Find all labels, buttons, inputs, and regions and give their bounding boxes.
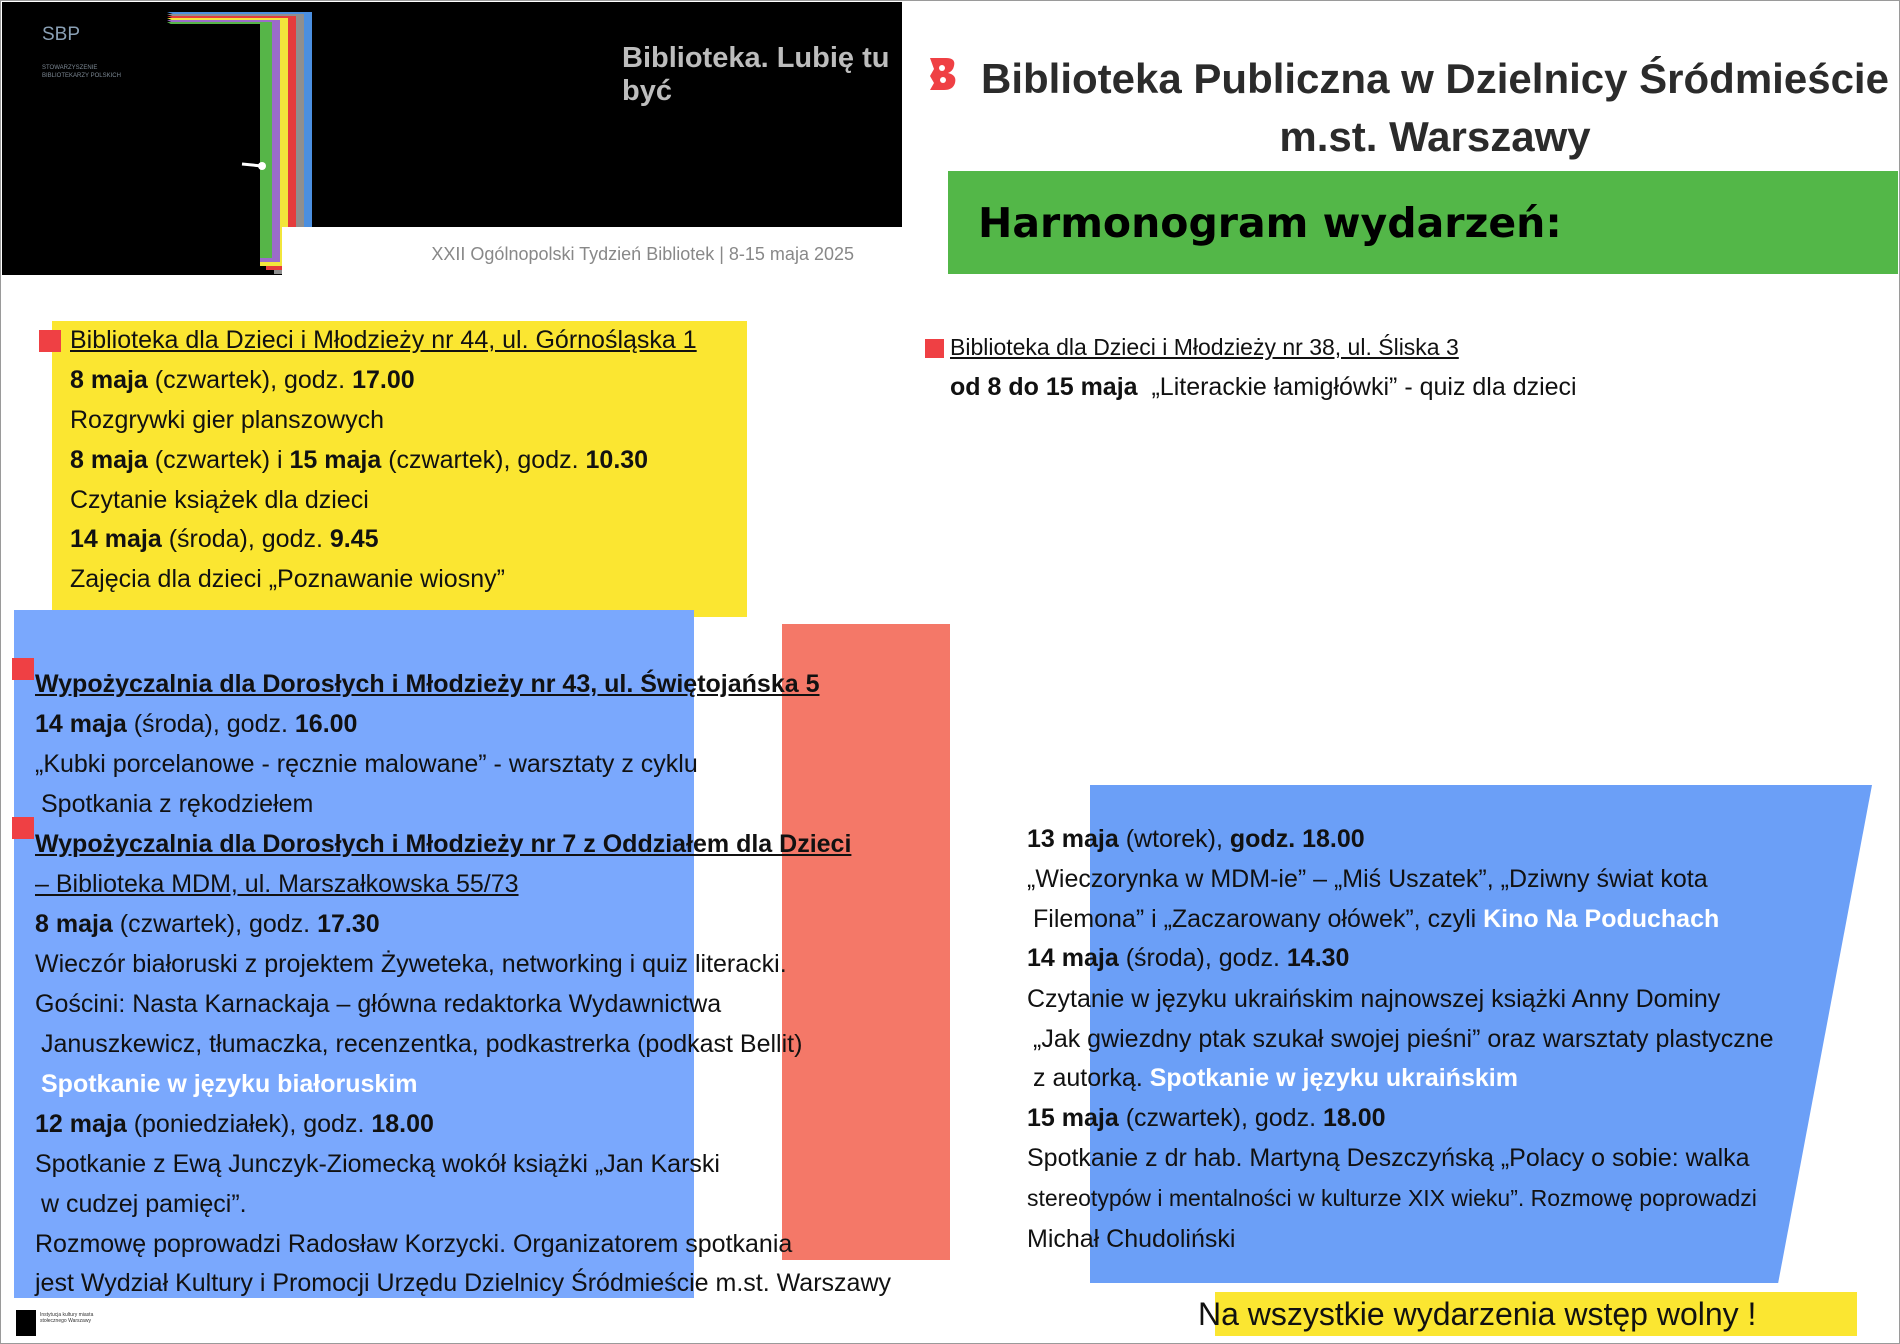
event-description: Gościni: Nasta Karnackaja – główna redaktorka Wydawnictwa: [35, 990, 722, 1018]
event-date-line: 12 maja (poniedziałek), godz. 18.00: [35, 1110, 434, 1138]
event-description: Spotkanie z Ewą Junczyk-Ziomecką wokół książki „Jan Karski: [35, 1150, 720, 1178]
banner-strip: [282, 227, 902, 275]
event-description: stereotypów i mentalności w kulturze XIX wieku”. Rozmowę poprowadzi: [1027, 1185, 1757, 1211]
library-38-name: Biblioteka dla Dzieci i Młodzieży nr 38, ul. Śliska 3: [950, 334, 1459, 360]
library-43-name: Wypożyczalnia dla Dorosłych i Młodzieży nr 43, ul. Świętojańska 5: [35, 670, 820, 698]
event-description: Michał Chudoliński: [1027, 1225, 1236, 1253]
city-culture-logo-text: Instytucja kultury miasta stołecznego Warszawy: [40, 1312, 94, 1324]
schedule-banner: [948, 171, 1898, 274]
event-description: Rozmowę poprowadzi Radosław Korzycki. Organizatorem spotkania: [35, 1230, 793, 1258]
library-week-dates: XXII Ogólnopolski Tydzień Bibliotek | 8-15 maja 2025: [431, 244, 854, 264]
library-logo-icon: [928, 56, 958, 92]
event-date-line: 14 maja (środa), godz. 14.30: [1027, 944, 1350, 972]
event-description: Januszkewicz, tłumaczka, recenzentka, podkastrerka (podkast Bellit): [41, 1030, 803, 1058]
banner-tagline: Biblioteka. Lubię tu być: [622, 42, 890, 107]
bullet-icon: [12, 658, 34, 680]
event-date-line: 8 maja (czwartek), godz. 17.00: [70, 366, 415, 394]
title-line-2: m.st. Warszawy: [1279, 113, 1591, 160]
event-description: Filemona” i „Zaczarowany ołówek”, czyli Kino Na Poduchach: [1033, 905, 1720, 933]
event-description: „Jak gwiezdny ptak szukał swojej pieśni” oraz warsztaty plastyczne: [1033, 1025, 1774, 1053]
event-description: Czytanie książek dla dzieci: [70, 486, 369, 514]
library-44-name: Biblioteka dla Dzieci i Młodzieży nr 44, ul. Górnośląska 1: [70, 326, 697, 354]
event-description: Rozgrywki gier planszowych: [70, 406, 385, 434]
event-language-note: Spotkanie w języku białoruskim: [41, 1070, 418, 1098]
event-description: Spotkania z rękodziełem: [41, 790, 314, 818]
event-description: jest Wydział Kultury i Promocji Urzędu Dzielnicy Śródmieście m.st. Warszawy: [35, 1269, 891, 1297]
event-description: z autorką. Spotkanie w języku ukraińskim: [1033, 1064, 1518, 1092]
city-culture-logo-icon: [16, 1310, 36, 1336]
event-date-line: 13 maja (wtorek), godz. 18.00: [1027, 825, 1365, 853]
event-description: „Wieczorynka w MDM-ie” – „Miś Uszatek”, „Dziwny świat kota: [1027, 865, 1708, 893]
sbp-logo-text: STOWARZYSZENIE BIBLIOTEKARZY POLSKICH: [42, 65, 121, 79]
sbp-logo: SBP: [42, 24, 81, 45]
event-description: „Kubki porcelanowe - ręcznie malowane” - warsztaty z cyklu: [35, 750, 698, 778]
event-description: Spotkanie z dr hab. Martyną Deszczyńską „Polacy o sobie: walka: [1027, 1144, 1750, 1172]
schedule-heading: Harmonogram wydarzeń:: [978, 199, 1562, 247]
event-date-line: 8 maja (czwartek) i 15 maja (czwartek), godz. 10.30: [70, 446, 649, 474]
page-title: [970, 50, 1900, 166]
event-description: w cudzej pamięci”.: [41, 1190, 247, 1218]
event-date-line: 14 maja (środa), godz. 16.00: [35, 710, 358, 738]
bullet-icon: [12, 817, 34, 839]
library-week-banner: [2, 2, 902, 275]
event-date-line: 14 maja (środa), godz. 9.45: [70, 525, 379, 553]
title-line-1: Biblioteka Publiczna w Dzielnicy Śródmieście: [981, 55, 1889, 102]
library-7-address: – Biblioteka MDM, ul. Marszałkowska 55/73: [35, 870, 519, 898]
event-description: Czytanie w języku ukraińskim najnowszej książki Anny Dominy: [1027, 985, 1721, 1013]
bullet-icon: [39, 330, 61, 352]
event-date-line: 8 maja (czwartek), godz. 17.30: [35, 910, 380, 938]
library-7-name: Wypożyczalnia dla Dorosłych i Młodzieży nr 7 z Oddziałem dla Dzieci: [35, 830, 852, 858]
decorative-red-panel: [782, 624, 950, 1260]
event-date-line: od 8 do 15 maja „Literackie łamigłówki” - quiz dla dzieci: [950, 373, 1577, 401]
event-date-line: 15 maja (czwartek), godz. 18.00: [1027, 1104, 1386, 1132]
event-description: Zajęcia dla dzieci „Poznawanie wiosny”: [70, 565, 505, 593]
bullet-icon: [925, 339, 944, 358]
event-description: Wieczór białoruski z projektem Żyweteka, networking i quiz literacki.: [35, 950, 787, 978]
free-entry-note: Na wszystkie wydarzenia wstęp wolny !: [1198, 1296, 1757, 1332]
